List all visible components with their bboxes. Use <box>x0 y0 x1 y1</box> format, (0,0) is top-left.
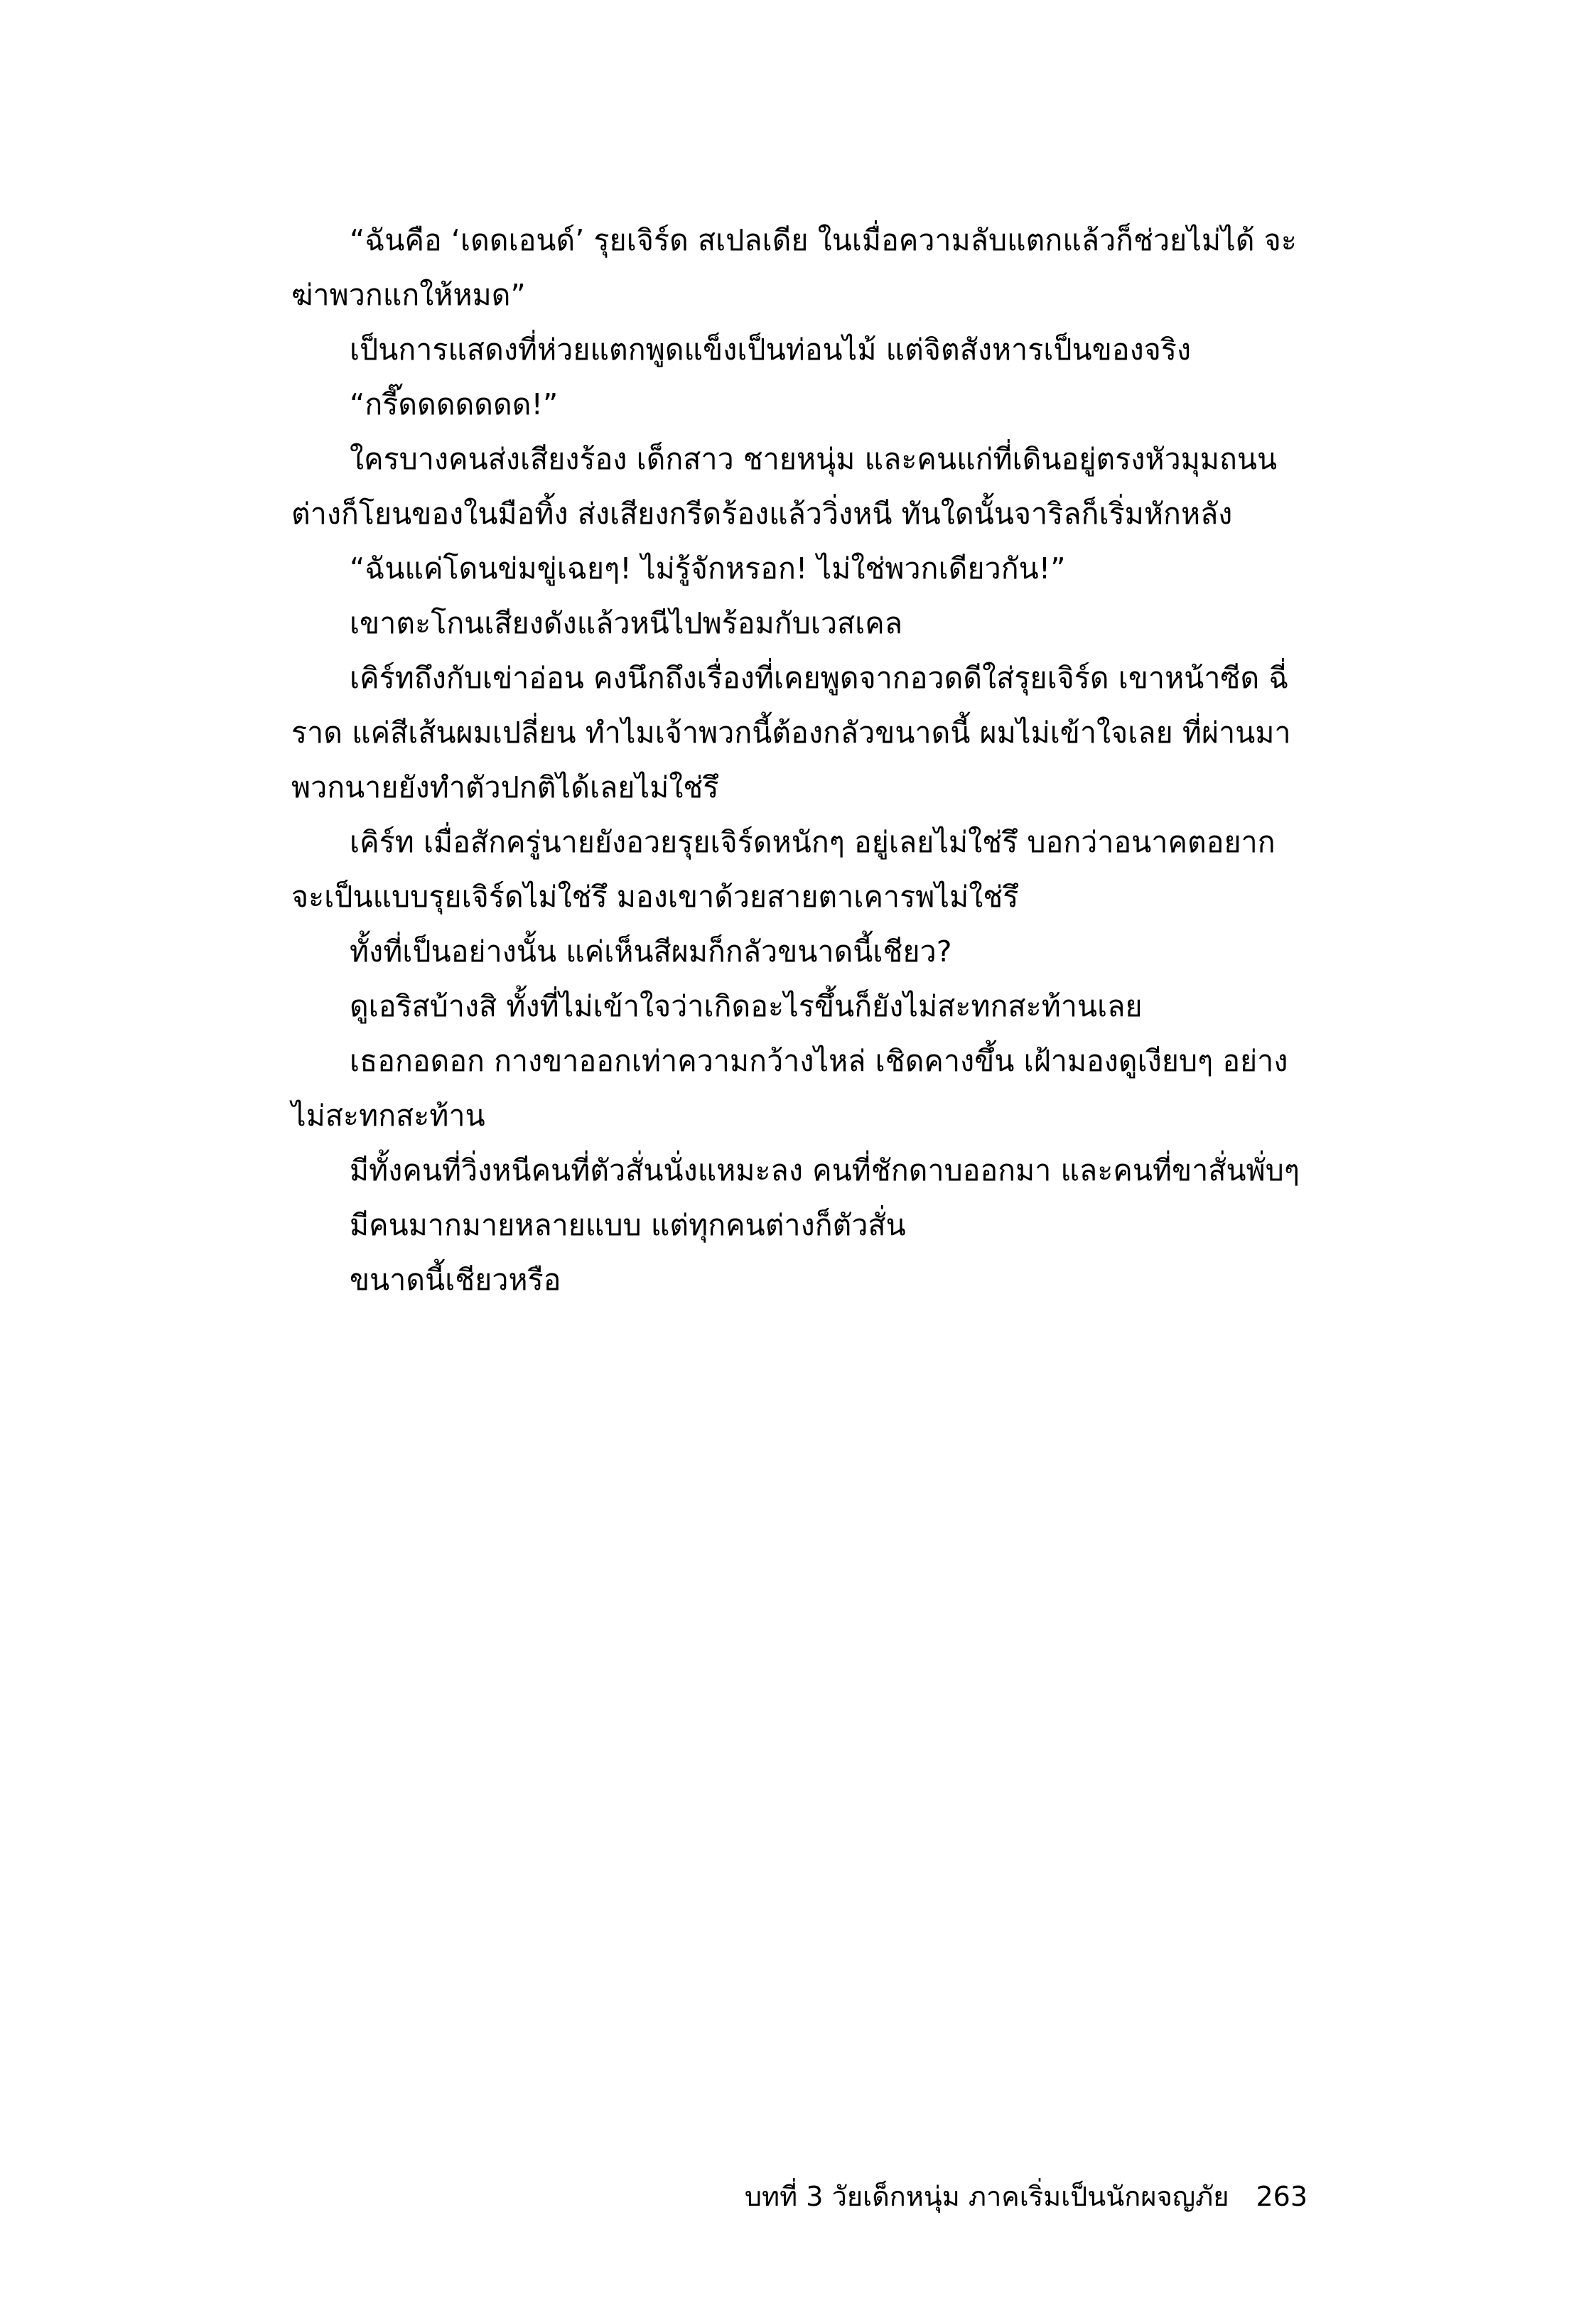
paragraph: “ฉันคือ ‘เดดเอนด์’ รุยเจิร์ด สเปลเดีย ในเมื่อความลับแตกแล้วก็ช่วยไม่ได้ จะฆ่าพวกแกให้หมด” <box>291 223 1297 312</box>
footer-page-number: 263 <box>1256 2181 1307 2212</box>
paragraph: “กรี๊ดดดดดดด!” <box>350 387 559 421</box>
paragraph: เคิร์ทถึงกับเข่าอ่อน คงนึกถึงเรื่องที่เคยพูดจากอวดดีใส่รุยเจิร์ด เขาหน้าซีด ฉี่ราด แค่สีเส้นผมเปลี่ยน ทำไมเจ้าพวกนี้ต้องกลัวขนาดนี้ ผมไม่เข้าใจเลย ที่ผ่านมาพวกนายยังทำตัวปกติได้เลยไม่ใช่รึ <box>291 661 1291 804</box>
footer-chapter-title: บทที่ 3 วัยเด็กหนุ่ม ภาคเริ่มเป็นนักผจญภัย <box>744 2181 1229 2212</box>
paragraph: เป็นการแสดงที่ห่วยแตกพูดแข็งเป็นท่อนไม้ แต่จิตสังหารเป็นของจริง <box>350 333 1192 367</box>
paragraph: ขนาดนี้เชียวหรือ <box>350 1263 561 1297</box>
paragraph: เขาตะโกนเสียงดังแล้วหนีไปพร้อมกับเวสเคล <box>350 606 903 640</box>
paragraph: “ฉันแค่โดนข่มขู่เฉยๆ! ไม่รู้จักหรอก! ไม่ใช่พวกเดียวกัน!” <box>350 551 1066 586</box>
page-body-text <box>291 213 1307 1308</box>
paragraph: ดูเอริสบ้างสิ ทั้งที่ไม่เข้าใจว่าเกิดอะไรขึ้นก็ยังไม่สะทกสะท้านเลย <box>350 989 1143 1023</box>
paragraph: เธอกอดอก กางขาออกเท่าความกว้างไหล่ เชิดคางขึ้น เฝ้ามองดูเงียบๆ อย่างไม่สะทกสะท้าน <box>291 1044 1288 1133</box>
page-footer <box>291 2174 1307 2218</box>
paragraph: เคิร์ท เมื่อสักครู่นายยังอวยรุยเจิร์ดหนักๆ อยู่เลยไม่ใช่รึ บอกว่าอนาคตอยากจะเป็นแบบรุยเจิร์ดไม่ใช่รึ มองเขาด้วยสายตาเคารพไม่ใช่รึ <box>291 825 1276 914</box>
paragraph: ทั้งที่เป็นอย่างนั้น แค่เห็นสีผมก็กลัวขนาดนี้เชียว? <box>350 934 952 969</box>
paragraph: มีคนมากมายหลายแบบ แต่ทุกคนต่างก็ตัวสั่น <box>350 1208 906 1242</box>
paragraph: ใครบางคนส่งเสียงร้อง เด็กสาว ชายหนุ่ม และคนแก่ที่เดินอยู่ตรงหัวมุมถนน ต่างก็โยนของในมือทิ้ง ส่งเสียงกรีดร้องแล้ววิ่งหนี ทันใดนั้นจาริลก็เริ่มหักหลัง <box>291 442 1287 531</box>
paragraph: มีทั้งคนที่วิ่งหนีคนที่ตัวสั่นนั่งแหมะลง คนที่ชักดาบออกมา และคนที่ขาสั่นพั่บๆ <box>350 1153 1300 1187</box>
